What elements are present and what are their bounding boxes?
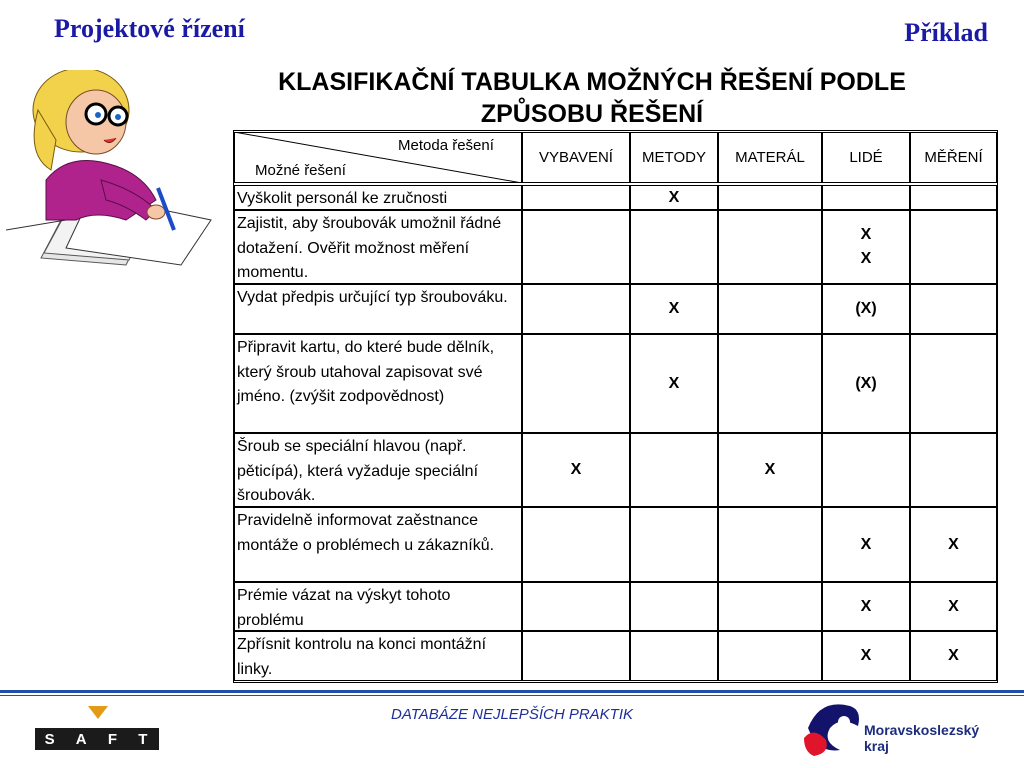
solution-cell: Pravidelně informovat zaěstnance montáže o problémech u zákazníků. [234,507,522,582]
header-method-label: Metoda řešení [398,137,494,154]
mark-cell: X [822,507,910,582]
header-title: Projektové řízení [54,14,245,43]
mark-cell: X [910,631,997,681]
saft-letter: S [44,730,57,748]
solution-cell: Zajistit, aby šroubovák umožnil řádné dotažení. Ověřit možnost měření momentu. [234,210,522,284]
mark-cell [522,631,630,681]
mark-cell [910,284,997,334]
mark-cell: X [822,582,910,631]
column-header: METODY [630,132,718,183]
solution-cell: Šroub se speciální hlavou (např. pěticípá), která vyžaduje speciální šroubovák. [234,433,522,507]
mark-cell: X [630,334,718,433]
mark-cell [522,210,630,284]
mark-cell: X [522,433,630,507]
mark-cell [910,185,997,210]
saft-letter: A [75,730,89,748]
header-example-label: Příklad [904,18,988,47]
mark-cell: X [910,582,997,631]
mark-cell [630,210,718,284]
column-header: LIDÉ [822,132,910,183]
mark-cell [522,284,630,334]
mark-cell [630,582,718,631]
table-title: KLASIFIKAČNÍ TABULKA MOŽNÝCH ŘEŠENÍ PODLE ZPŮSOBU ŘEŠENÍ [278,68,906,128]
saft-letter: T [138,730,150,748]
footer-divider-thin [0,695,1024,696]
mark-cell [718,284,822,334]
mark-cell: (X) [822,334,910,433]
saft-triangle-icon [88,706,108,719]
mark-cell [910,210,997,284]
mark-cell [718,507,822,582]
mark-cell: X X [822,210,910,284]
column-header: MATERÁL [718,132,822,183]
mark-cell [630,507,718,582]
mark-cell [718,185,822,210]
mark-cell: X [718,433,822,507]
column-header: VYBAVENÍ [522,132,630,183]
footer-divider [0,690,1024,693]
mark-cell [522,185,630,210]
solution-cell: Připravit kartu, do které bude dělník, který šroub utahoval zapisovat své jméno. (zvýšit zodpovědnost) [234,334,522,433]
saft-letter: F [107,730,119,748]
solution-cell: Vyškolit personál ke zručnosti [234,185,522,210]
mark-cell [522,582,630,631]
mark-cell [718,210,822,284]
mark-cell [718,334,822,433]
woman-writing-illustration [6,70,221,270]
mark-cell [822,433,910,507]
region-logo-text: Moravskoslezský kraj [864,722,980,754]
column-header: MĚŘENÍ [910,132,997,183]
mark-cell [718,631,822,681]
mark-cell: X [822,631,910,681]
solution-cell: Vydat předpis určující typ šroubováku. [234,284,522,334]
solution-cell: Prémie vázat na výskyt tohoto problému [234,582,522,631]
saft-letters [35,728,159,750]
header-solution-label: Možné řešení [255,162,346,179]
mark-cell [630,631,718,681]
mark-cell [910,433,997,507]
mark-cell [630,433,718,507]
mark-cell: X [630,185,718,210]
saft-logo [35,706,159,750]
solution-cell: Zpřísnit kontrolu na konci montážní linky. [234,631,522,681]
mark-cell: (X) [822,284,910,334]
mark-cell [522,507,630,582]
mark-cell: X [630,284,718,334]
mark-cell: X [910,507,997,582]
footer-caption: DATABÁZE NEJLEPŠÍCH PRAKTIK [391,706,633,723]
mark-cell [718,582,822,631]
mark-cell [822,185,910,210]
mark-cell [910,334,997,433]
mark-cell [522,334,630,433]
